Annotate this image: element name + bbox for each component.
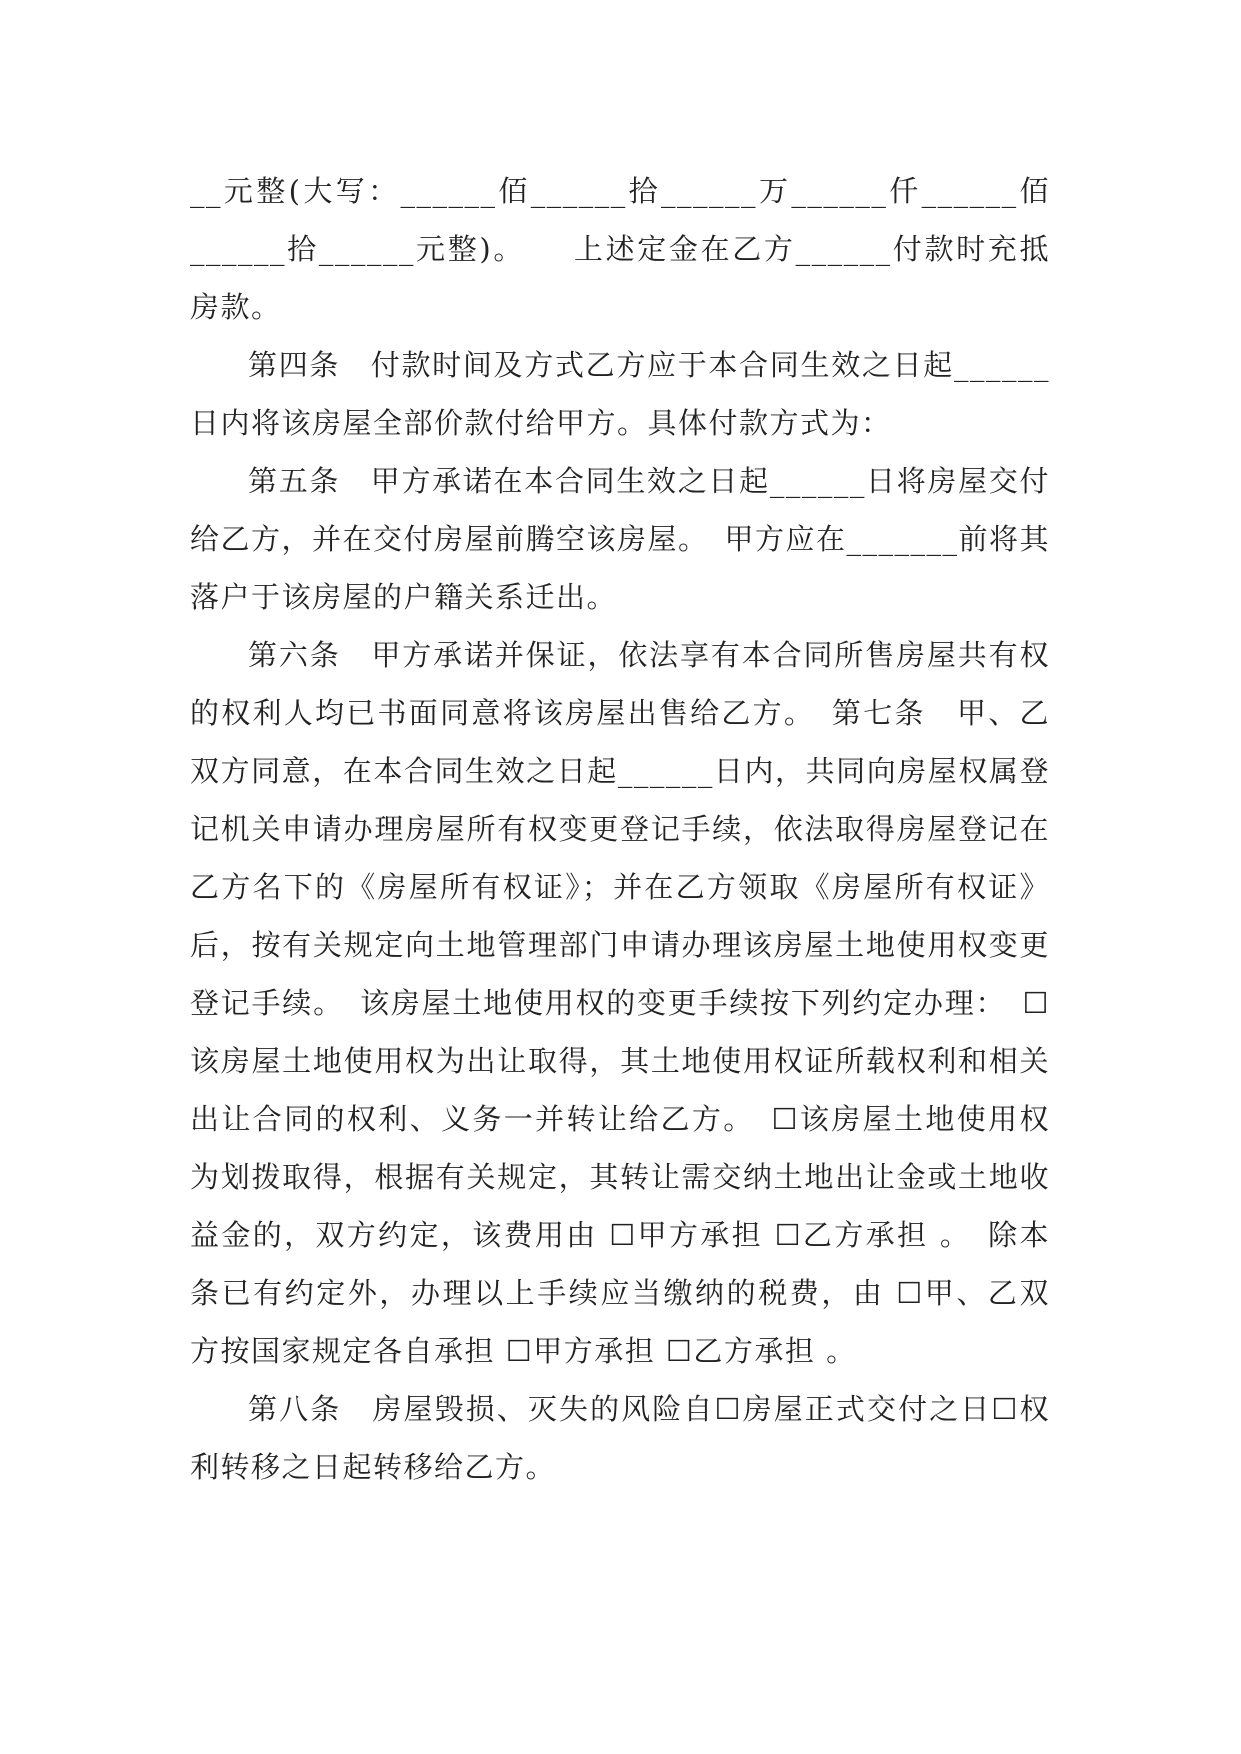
paragraph-article-8: 第八条 房屋毁损、灭失的风险自☐房屋正式交付之日☐权利转移之日起转移给乙方。	[190, 1392, 1050, 1484]
paragraph-article-4: 第四条 付款时间及方式乙方应于本合同生效之日起______日内将该房屋全部价款付给甲方。具体付款方式为：	[190, 348, 1050, 440]
paragraph-deposit: __元整(大写：______佰______拾______万______仟______佰______拾______元整)。 上述定金在乙方______付款时充抵房款。	[190, 174, 1050, 324]
contract-body	[190, 162, 1050, 1496]
paragraph-article-5: 第五条 甲方承诺在本合同生效之日起______日将房屋交付给乙方，并在交付房屋前腾空该房屋。 甲方应在_______前将其落户于该房屋的户籍关系迁出。	[190, 464, 1051, 614]
paragraph-article-6-7: 第六条 甲方承诺并保证，依法享有本合同所售房屋共有权的权利人均已书面同意将该房屋出售给乙方。 第七条 甲、乙双方同意，在本合同生效之日起______日内，共同向房屋权属登记机关申请办理房屋所有权变更登记手续，依法取得房屋登记在乙方名下的《房屋所有权证》；并在乙方领取《房屋所有权证》后，按有关规定向土地管理部门申请办理该房屋土地使用权变更登记手续。 该房屋土地使用权的变更手续按下列约定办理： ☐该房屋土地使用权为出让取得，其土地使用权证所载权利和相关出让合同的权利、义务一并转让给乙方。 ☐该房屋土地使用权为划拨取得，根据有关规定，其转让需交纳土地出让金或土地收益金的，双方约定，该费用由 ☐甲方承担 ☐乙方承担 。 除本条已有约定外，办理以上手续应当缴纳的税费，由 ☐甲、乙双方按国家规定各自承担 ☐甲方承担 ☐乙方承担 。	[190, 638, 1050, 1368]
